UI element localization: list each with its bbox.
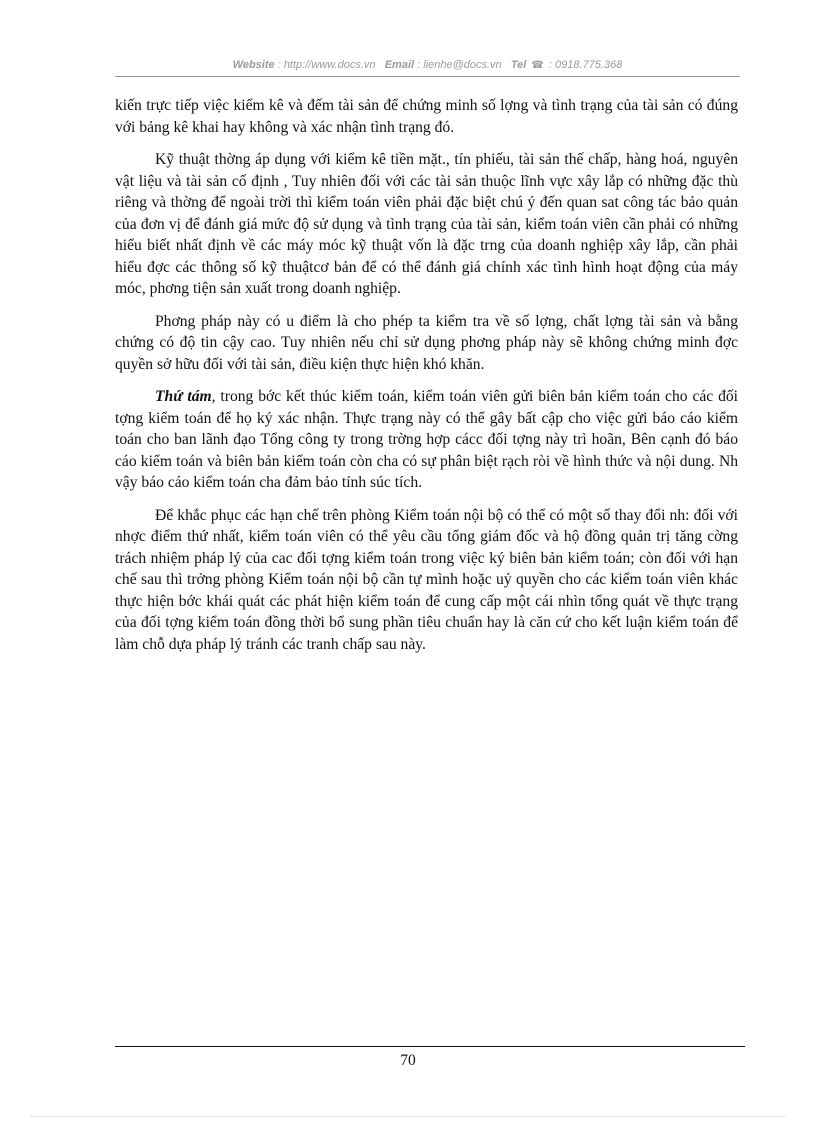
paragraph-4-lead: Thứ tám	[155, 388, 212, 405]
email-label: Email	[384, 59, 415, 71]
page-number: 70	[400, 1052, 416, 1069]
email-value[interactable]: : lienhe@docs.vn	[417, 59, 502, 71]
paragraph-5: Để khắc phục các hạn chế trên phòng Kiểm toán nội bộ có thể có một số thay đổi nh: đối với nhợc điểm thứ nhất, kiểm toán viên có thể yêu cầu tổng giám đốc và hộ đồng quản trị tăng cờng trách nhiệm pháp lý của cac đối tợng kiểm toán trong việc ký biên bản kiểm toán; còn đối với hạn chế sau thì trởng phòng Kiểm toán nội bộ cần tự mình hoặc uỷ quyền cho các kiểm toán viên khác thực hiện bớc khái quát các phát hiện kiểm toán để cung cấp một cái nhìn tổng quát về thực trạng của đối tợng kiểm toán đồng thời bổ sung phần tiêu chuẩn hay là căn cứ cho kết luận kiểm toán để làm chỗ dựa pháp lý tránh các tranh chấp sau này.	[115, 506, 738, 653]
paragraph-3: Phơng pháp này có u điểm là cho phép ta kiểm tra về số lợng, chất lợng tài sản và bằng chứng có độ tin cậy cao. Tuy nhiên nếu chỉ sử dụng phơng pháp này sẽ không chứng minh đợc quyền sở hữu đối với tài sản, điều kiện thực hiện khó khăn.	[115, 312, 738, 373]
paragraph-2: Kỹ thuật thờng áp dụng với kiểm kê tiền mặt., tín phiếu, tài sản thế chấp, hàng hoá, nguyên vật liệu và tài sản cố định , Tuy nhiên đối với các tài sản thuộc lĩnh vực xây lắp có những đặc thù riêng và thờng để ngoài trời thì kiểm toán viên phải đặc biệt chú ý đến quan sat công tác bảo quản của đơn vị để đánh giá mức độ sử dụng và tình trạng của tài sản, kiểm toán viên cần phải có những hiểu biết nhất định về các máy móc kỹ thuật vốn là đặc trng của doanh nghiệp xây lắp, cần phải hiểu đợc các thông số kỹ thuậtcơ bản để có thể đánh giá chính xác tình hình hoạt động của máy móc, phơng tiện sản xuất trong doanh nghiệp.	[115, 151, 738, 297]
tel-label: Tel	[510, 59, 527, 71]
paragraph-1: kiến trực tiếp việc kiểm kê và đếm tài sản để chứng minh số lợng và tình trạng của tài sản có đúng với bảng kê khai hay không và xác nhận tình trạng đó.	[115, 97, 738, 136]
page-header	[115, 56, 740, 77]
website-label: Website	[232, 59, 275, 71]
document-body	[115, 95, 738, 666]
website-value[interactable]: : http://www.docs.vn	[277, 59, 376, 71]
footer-divider	[115, 1046, 745, 1047]
paragraph-4-text: , trong bớc kết thúc kiểm toán, kiểm toán viên gửi biên bản kiểm toán cho các đối tợng kiểm toán để họ ký xác nhận. Thực trạng này có thể gây bất cập cho việc gửi báo cáo kiểm toán cho ban lãnh đạo Tổng công ty trong trờng hợp cácc đối tợng này trì hoãn, Bên cạnh đó báo cáo kiểm toán và biên bản kiểm toán còn cha có sự phân biệt rạch ròi về hình thức và nội dung. Nh vậy báo cáo kiểm toán cha đảm bảo tính súc tích.	[115, 388, 738, 491]
paragraph-4	[115, 386, 738, 494]
page-bottom-border	[30, 1116, 786, 1117]
tel-value: : 0918.775.368	[548, 59, 623, 71]
phone-icon: ☎	[531, 60, 544, 71]
